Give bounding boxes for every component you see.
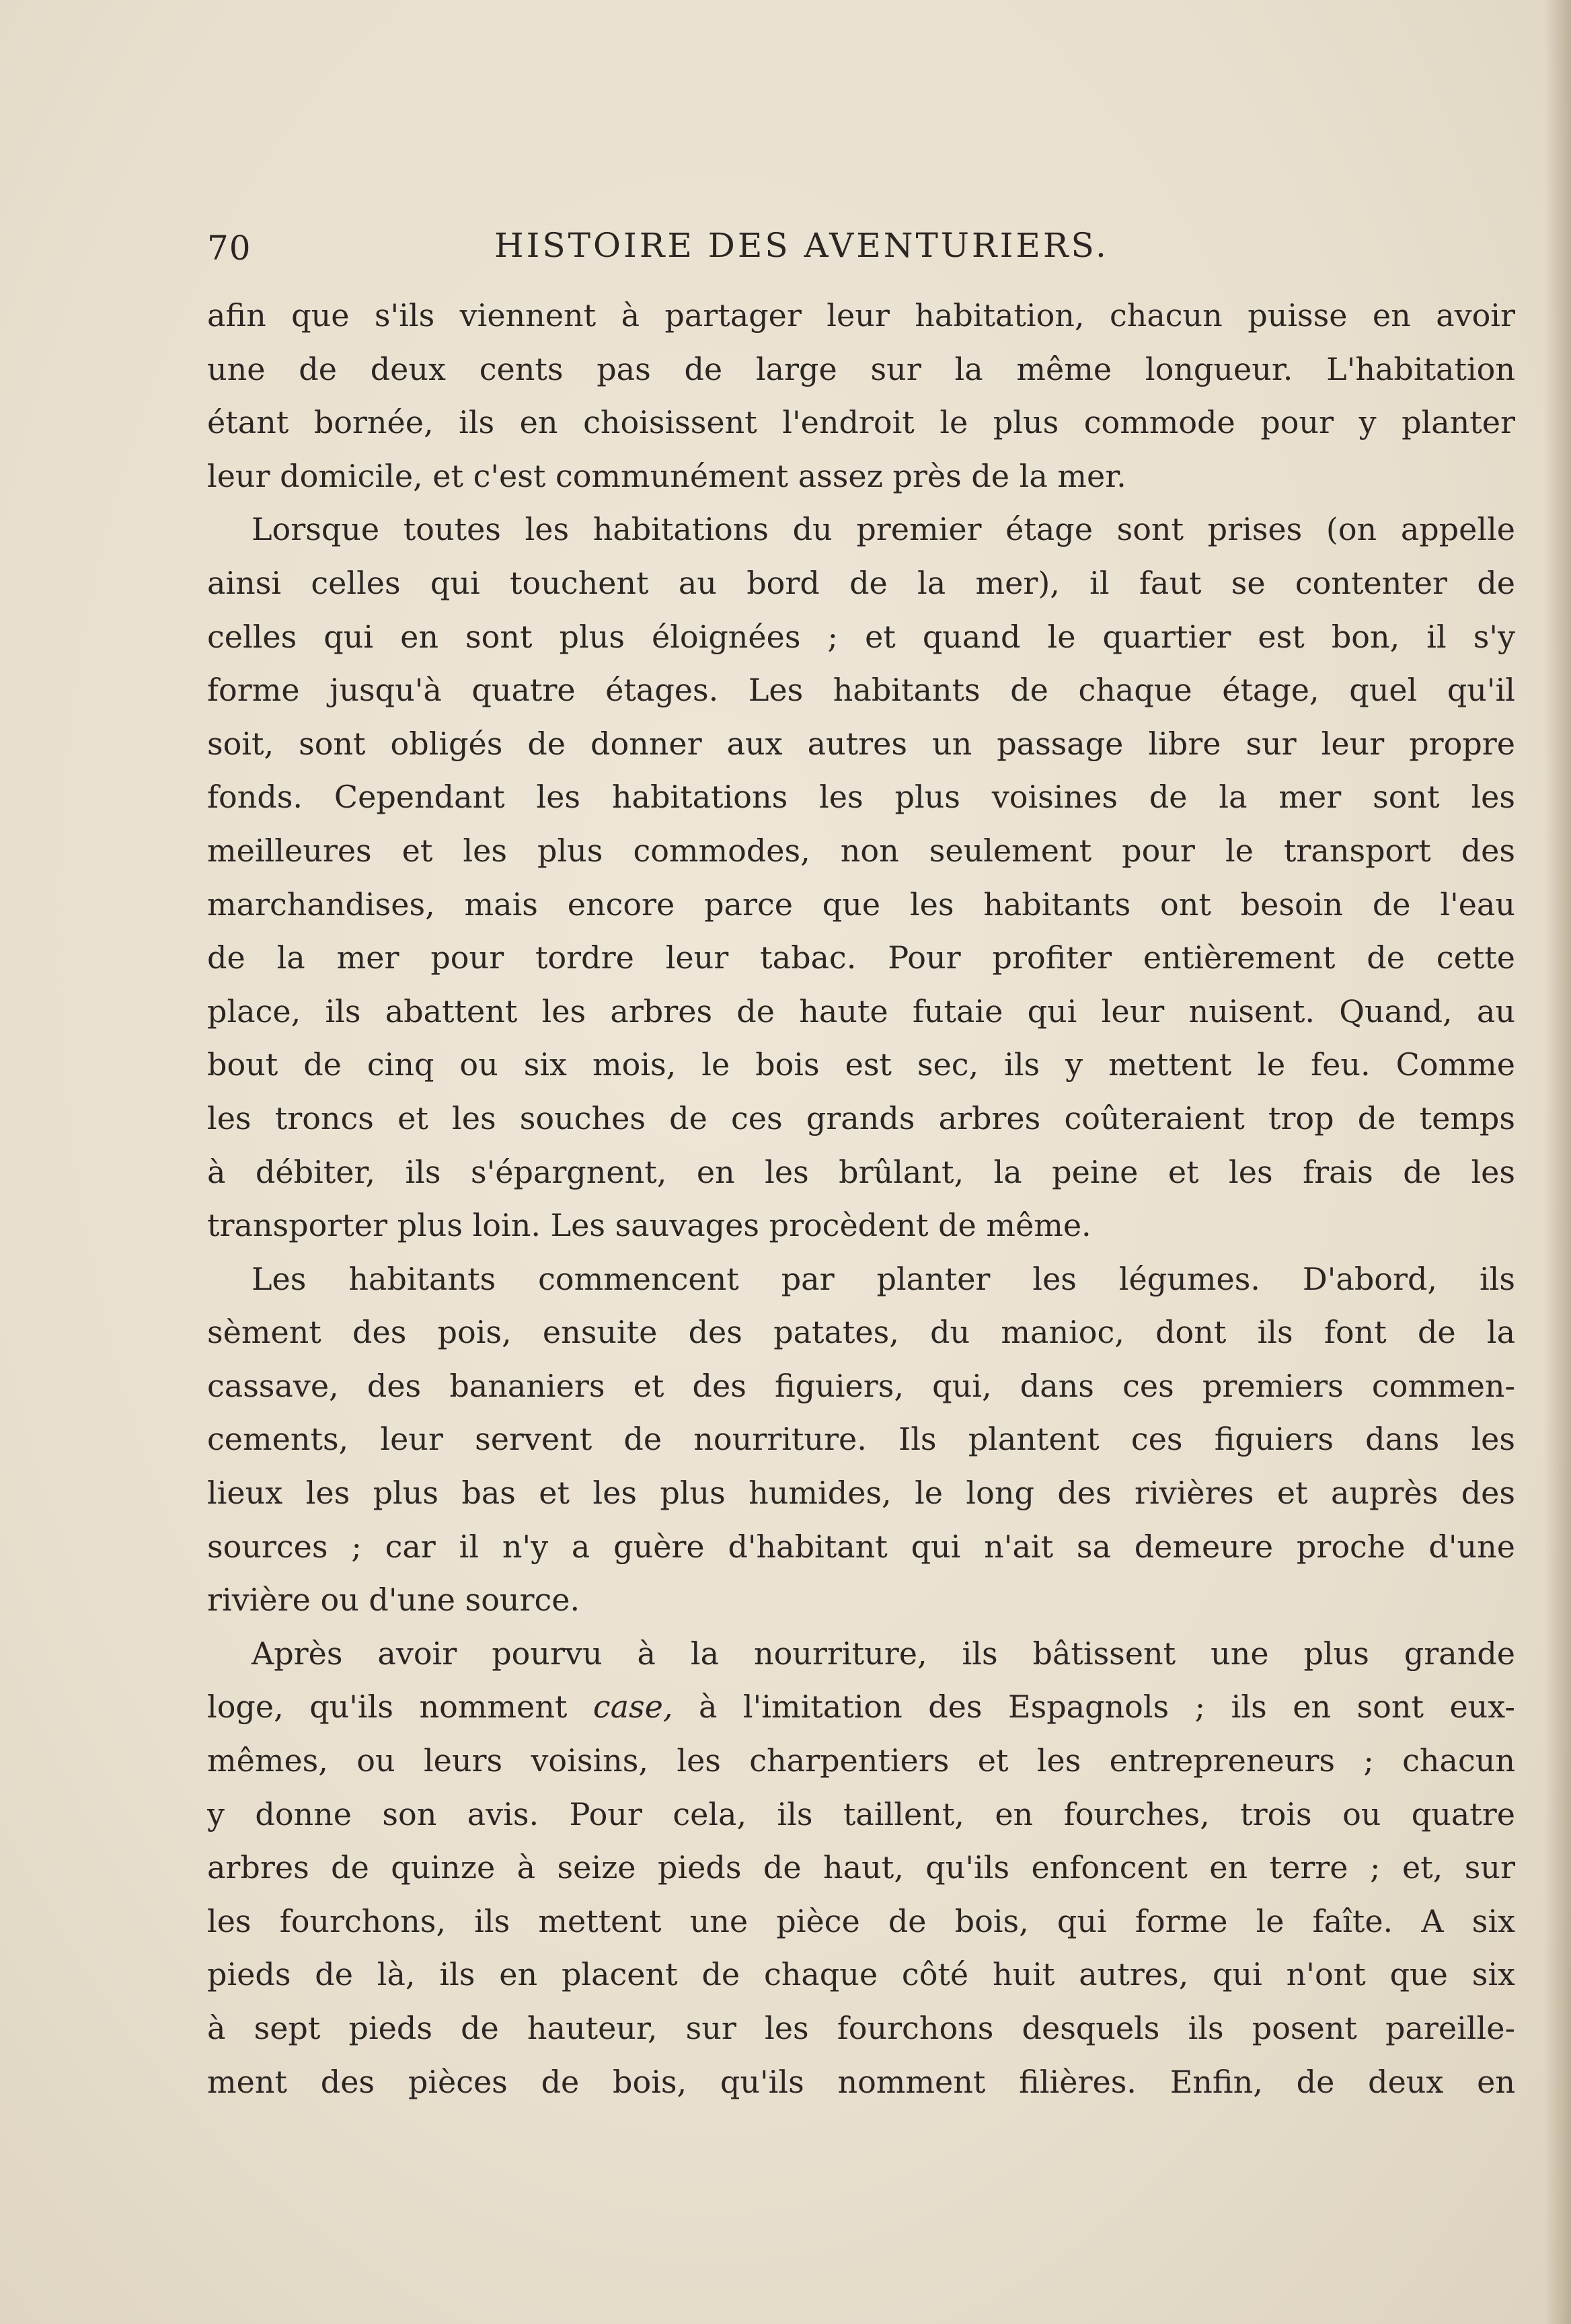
text-line: cements, leur servent de nourriture. Ils plantent ces figuiers dans les (207, 1421, 1515, 1458)
text-line: Après avoir pourvu à la nourriture, ils bâtissent une plus grande (252, 1635, 1515, 1672)
running-title: HISTOIRE DES AVENTURIERS. (494, 226, 1109, 265)
running-header (207, 226, 1229, 280)
text-line: rivière ou d'une source. (207, 1582, 580, 1619)
text-line: y donne son avis. Pour cela, ils taillent, en fourches, trois ou quatre (207, 1795, 1515, 1832)
text-line: à débiter, ils s'épargnent, en les brûlant, la peine et les frais de les (207, 1153, 1515, 1190)
text-line: forme jusqu'à quatre étages. Les habitants de chaque étage, quel qu'il (207, 672, 1515, 709)
text-line: pieds de là, ils en placent de chaque côté huit autres, qui n'ont que six (207, 1956, 1515, 1993)
text-line: mêmes, ou leurs voisins, les charpentiers et les entrepreneurs ; chacun (207, 1742, 1515, 1779)
text-line: Les habitants commencent par planter les légumes. D'abord, ils (252, 1260, 1515, 1297)
text-line: sources ; car il n'y a guère d'habitant qui n'ait sa demeure proche d'une (207, 1528, 1515, 1565)
text-line: les fourchons, ils mettent une pièce de bois, qui forme le faîte. A six (207, 1902, 1515, 1939)
text-line: de la mer pour tordre leur tabac. Pour profiter entièrement de cette (207, 939, 1515, 976)
text-line: leur domicile, et c'est communément assez près de la mer. (207, 457, 1126, 494)
text-line: marchandises, mais encore parce que les habitants ont besoin de l'eau (207, 886, 1515, 923)
text-line: étant bornée, ils en choisissent l'endroit le plus commode pour y planter (207, 404, 1515, 441)
text-line: sèment des pois, ensuite des patates, du manioc, dont ils font de la (207, 1314, 1515, 1351)
text-line: meilleures et les plus commodes, non seulement pour le transport des (207, 832, 1515, 869)
text-line-with-italic: loge, qu'ils nomment case, à l'imitation des Espagnols ; ils en sont eux- (207, 1689, 1515, 1726)
text-line: transporter plus loin. Les sauvages procèdent de même. (207, 1207, 1091, 1244)
text-line: fonds. Cependant les habitations les plus voisines de la mer sont les (207, 779, 1515, 816)
text-line: afin que s'ils viennent à partager leur habitation, chacun puisse en avoir (207, 297, 1515, 334)
page-edge-shadow (1544, 0, 1571, 2324)
text-line: place, ils abattent les arbres de haute futaie qui leur nuisent. Quand, au (207, 993, 1515, 1030)
text-line: ainsi celles qui touchent au bord de la mer), il faut se contenter de (207, 564, 1515, 601)
text-line: à sept pieds de hauteur, sur les fourchons desquels ils posent pareille- (207, 2010, 1515, 2046)
text-line: une de deux cents pas de large sur la même longueur. L'habitation (207, 350, 1515, 387)
body-text (207, 289, 1515, 2109)
text-line: soit, sont obligés de donner aux autres un passage libre sur leur propre (207, 725, 1515, 762)
text-line: arbres de quinze à seize pieds de haut, qu'ils enfoncent en terre ; et, sur (207, 1849, 1515, 1886)
text-line: bout de cinq ou six mois, le bois est sec, ils y mettent le feu. Comme (207, 1046, 1515, 1083)
text-line: Lorsque toutes les habitations du premier étage sont prises (on appelle (252, 511, 1515, 548)
page-number: 70 (207, 229, 252, 268)
text-line: lieux les plus bas et les plus humides, le long des rivières et auprès des (207, 1475, 1515, 1512)
text-line: les troncs et les souches de ces grands arbres coûteraient trop de temps (207, 1099, 1515, 1136)
text-line: celles qui en sont plus éloignées ; et quand le quartier est bon, il s'y (207, 618, 1515, 655)
text-line: ment des pièces de bois, qu'ils nomment filières. Enfin, de deux en (207, 2063, 1515, 2100)
text-line: cassave, des bananiers et des figuiers, qui, dans ces premiers commen- (207, 1367, 1515, 1404)
